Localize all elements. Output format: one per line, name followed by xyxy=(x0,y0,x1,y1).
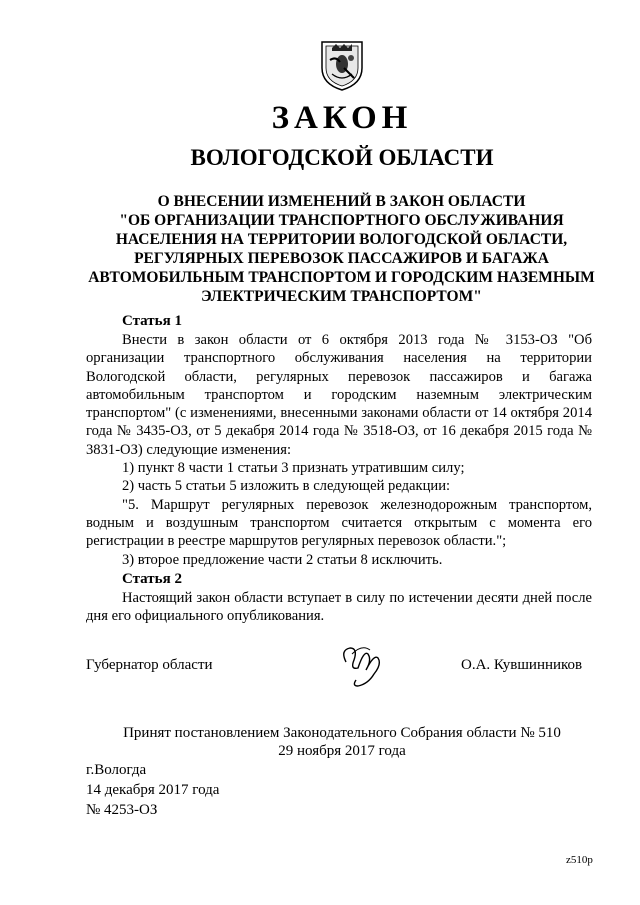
handwritten-signature-icon xyxy=(338,640,386,692)
law-heading-line: НАСЕЛЕНИЯ НА ТЕРРИТОРИИ ВОЛОГОДСКОЙ ОБЛАСТИ, xyxy=(115,231,568,248)
article-1-intro: Внести в закон области от 6 октября 2013 года № 3153-ОЗ "Об организации транспортного обслуживания населения на территории Вологодской области, регулярных перевозок пассажиров и багажа автомобильным транспортом и городским наземным электрическим транспортом" (с изменениями, внесенными законами области от 14 октября 2014 года № 3435-ОЗ, от 5 декабря 2014 года № 3518-ОЗ, от 16 декабря 2015 года № 3831-ОЗ) следующие изменения: xyxy=(86,332,592,458)
law-number: № 4253-ОЗ xyxy=(86,802,158,818)
document-code: z510p xyxy=(566,854,593,866)
article-2-title: Статья 2 xyxy=(122,571,182,587)
article-1-body xyxy=(86,331,592,569)
law-heading-line: О ВНЕСЕНИИ ИЗМЕНЕНИЙ В ЗАКОН ОБЛАСТИ xyxy=(157,193,526,210)
adoption-note xyxy=(100,724,584,760)
adoption-line-2: 29 ноября 2017 года xyxy=(278,743,406,759)
city: г.Вологда xyxy=(86,762,147,778)
article-2-body xyxy=(86,589,592,626)
article-1-item-2: 2) часть 5 статьи 5 изложить в следующей редакции: xyxy=(122,478,451,495)
article-1-title: Статья 1 xyxy=(122,313,182,329)
signatory-position: Губернатор области xyxy=(86,657,213,673)
signing-date: 14 декабря 2017 года xyxy=(86,782,220,798)
article-1-quote: "5. Маршрут регулярных перевозок железнодорожным транспортом, водным и воздушным транспортом считается открытым с момента его регистрации в реестре маршрутов регулярных перевозок области."; xyxy=(86,496,592,550)
article-2-text: Настоящий закон области вступает в силу по истечении десяти дней после дня его официального опубликования. xyxy=(86,590,592,625)
law-heading-line: РЕГУЛЯРНЫХ ПЕРЕВОЗОК ПАССАЖИРОВ И БАГАЖА xyxy=(134,250,549,267)
document-title: ЗАКОН xyxy=(271,100,413,136)
law-heading xyxy=(80,192,603,306)
article-1-item-1: 1) пункт 8 части 1 статьи 3 признать утратившим силу; xyxy=(122,460,465,477)
place-and-date xyxy=(86,760,219,820)
signatory-name: О.А. Кувшинников xyxy=(461,657,583,673)
document-subtitle: ВОЛОГОДСКОЙ ОБЛАСТИ xyxy=(190,145,494,170)
law-heading-line: ЭЛЕКТРИЧЕСКИМ ТРАНСПОРТОМ" xyxy=(201,288,482,305)
law-heading-line: АВТОМОБИЛЬНЫМ ТРАНСПОРТОМ И ГОРОДСКИМ НАЗЕМНЫМ xyxy=(88,269,595,286)
article-1-item-3: 3) второе предложение части 2 статьи 8 исключить. xyxy=(122,551,443,568)
law-heading-line: "ОБ ОРГАНИЗАЦИИ ТРАНСПОРТНОГО ОБСЛУЖИВАНИЯ xyxy=(119,212,564,229)
adoption-line-1: Принят постановлением Законодательного Собрания области № 510 xyxy=(123,725,561,741)
coat-of-arms-icon xyxy=(318,38,366,92)
